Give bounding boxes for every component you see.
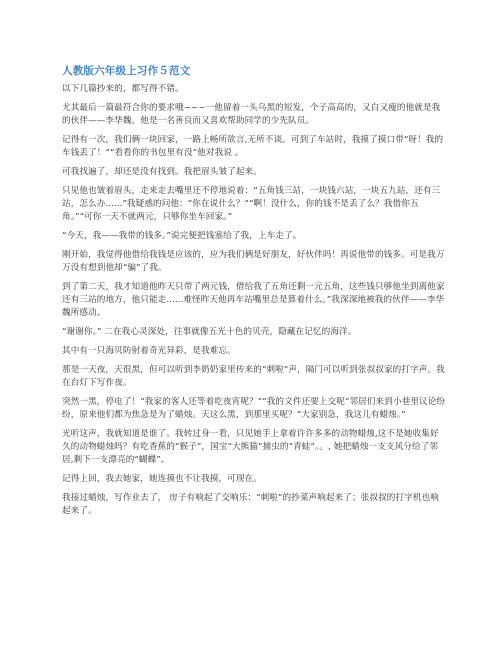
paragraph: 突然一黑，停电了！“我家的客人还等着吃夜宵呢？”“我的文件还要上交呢”邻居们来到小巷里议论纷纷，原来他们都为焦急是为了蜡烛。天这么黑，到那里买呢？“大家别急，我这儿有蜡烛。” bbox=[62, 397, 446, 420]
paragraph: “谢谢你。” 二在我心灵深处，往事就像五光十色的贝壳，隐藏在记忆的海洋。 bbox=[62, 327, 357, 337]
paragraph: 光听这声，我就知道是谁了。我转过身一看，只见她手上拿着许许多多的动物蜡烛,这不是她收集好久的动物蜡烛吗？有吃香蕉的“猴子”，国宝“大熊猫”捕虫的“青蛙”。。, 她把蜡烛一支支风分给了邻居,剩下一支漂亮的“蝴蝶”。 bbox=[62, 429, 439, 465]
paragraph: 记得有一次，我们俩一块回家，一路上畅所欲言,无所不谈。可到了车站时，我摸了摸口带“呀！我的车钱丢了！”“看看你的书包里有没”他对我说 。 bbox=[62, 135, 444, 158]
paragraph: 其中有一只海贝防射着奇光异彩，是我难忘。 bbox=[62, 346, 236, 356]
document-page bbox=[62, 64, 446, 524]
paragraph: “今天，我——我带的钱多。”说完便把钱塞给了我，上车走了。 bbox=[62, 231, 302, 241]
paragraph: 到了第二天，我才知道他昨天只带了两元钱，借给我了五角还剩一元五角，这些钱只够他坐到离他家还有三站的地方，他只能走......难怪昨天他再车站嘴里总是算着什么。”我深深地被我的伙伴——李华魏所感动。 bbox=[62, 282, 445, 318]
paragraph: 那是一天夜，天很黑，但可以听到李奶奶家里传来的“刺啦”声，隔门可以听到张叔叔家的打字声。我在台灯下写作夜。 bbox=[62, 365, 445, 388]
paragraph: 记得上回，我去她家，她连摸也不让我摸，可现在。 bbox=[62, 474, 262, 484]
paragraph: 我接过蜡烛，写作业去了， 房子有响起了交响乐：“刺啦”的抄菜声响起来了；张叔叔的打字机也响起来了。 bbox=[62, 493, 439, 516]
paragraph: 刚开始，我觉得他借给我钱是应该的，应为我们俩是好朋友，好伙伴吗！再说他带的钱多。可是我万万没有想到他却“骗”了我。 bbox=[62, 250, 445, 273]
paragraph: 可我找遍了，却还是没有找到。我把眉头皱了起来。 bbox=[62, 167, 262, 177]
paragraph: 只见他也皱着眉头，走来走去嘴里还不停地说着：“五角钱三站，一块钱六站，一块五九站，还有三站，怎么办......”我疑惑的问他：“你在说什么？”“啊！没什么，你的钱不是丢了么？我借你五角。”“可你一天不就两元，只够你坐车回家。” bbox=[62, 186, 441, 222]
paragraph: 以下几篇抄来的，都写得不错。 bbox=[62, 84, 184, 94]
paragraph: 尤其最后一篇最符合你的要求哦~~~一他留着一头乌黑的短发，个子高高的，又白又瘦的他就是我的伙伴——李华魏。他是一名善良而又喜欢帮助同学的少先队员。 bbox=[62, 103, 441, 126]
document-title: 人教版六年级上习作５范文 bbox=[62, 65, 191, 77]
